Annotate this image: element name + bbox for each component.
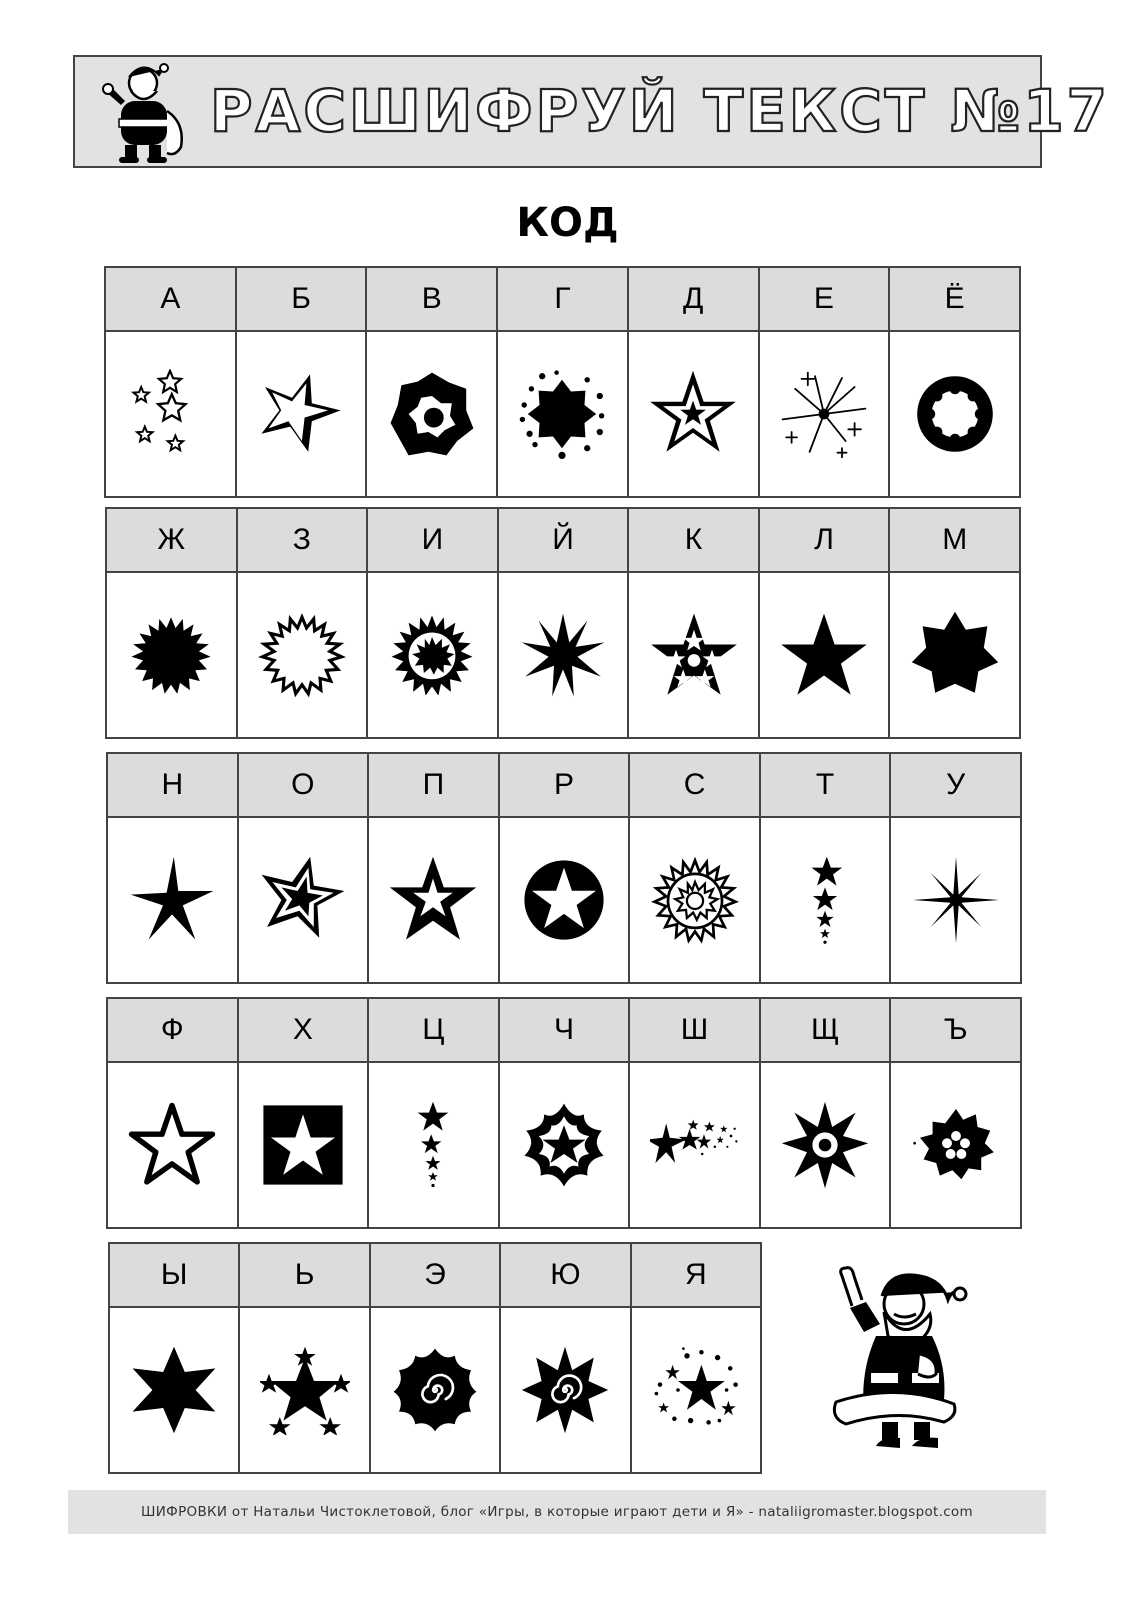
spiral-flower-icon [390,1345,480,1435]
santa-claus-icon [97,61,189,165]
letter-cell: Ь [239,1243,369,1307]
symbol-cell [237,572,368,738]
symbol-cell [238,817,369,983]
symbol-cell [236,331,367,497]
symbol-cell [107,817,238,983]
letter-cell: Ц [368,998,499,1062]
symbol-cell [370,1307,500,1473]
letter-cell: Д [628,267,759,331]
code-table-row-2 [105,507,1021,739]
star-with-dots-icon [649,610,739,700]
symbol-cell [628,572,759,738]
letter-cell: Л [759,508,890,572]
symbol-cell [890,1062,1021,1228]
symbol-cell [238,1062,369,1228]
spiral-star-icon [520,1345,610,1435]
gear-ring-icon [910,369,1000,459]
letter-cell: Е [759,267,890,331]
letter-cell: З [237,508,368,572]
symbol-cell [760,1062,891,1228]
letter-cell: Ъ [890,998,1021,1062]
letter-cell: К [628,508,759,572]
symbol-cell [366,331,497,497]
solid-star-icon [779,610,869,700]
letter-cell: Х [238,998,369,1062]
thin-star-icon [127,855,217,945]
symbol-cell [499,817,630,983]
tilted-double-star-icon [258,855,348,945]
symbol-cell [500,1307,630,1473]
symbol-cell [759,572,890,738]
letter-cell: П [368,753,499,817]
star-tipped-star-icon [260,1345,350,1435]
solid-sunburst-icon [126,610,216,700]
star-in-circle-icon [519,855,609,945]
symbol-cell [760,817,891,983]
letter-cell: Г [497,267,628,331]
page-title: РАСШИФРУЙ ТЕКСТ №17 [210,77,1111,145]
symbol-cell [629,1062,760,1228]
letter-cell: У [890,753,1021,817]
symbol-cell [628,331,759,497]
six-point-star-icon [129,1345,219,1435]
symbol-cell [368,1062,499,1228]
letter-cell: Н [107,753,238,817]
symbol-cell [239,1307,369,1473]
page-header [73,55,1111,168]
letter-cell: И [367,508,498,572]
code-table-row-5 [108,1242,762,1474]
ring-sunburst-icon [650,855,740,945]
ten-point-star-icon [518,610,608,700]
nested-star-icon [648,369,738,459]
code-table-row-3 [106,752,1022,984]
tilted-outline-star-icon [256,369,346,459]
flower-star-icon [519,1100,609,1190]
symbol-cell [629,817,760,983]
star-confetti-icon [651,1345,741,1435]
code-heading: КОД [516,200,619,246]
letter-cell: Ё [889,267,1020,331]
symbol-cell [109,1307,239,1473]
letter-cell: Т [760,753,891,817]
symbol-cell [499,1062,630,1228]
falling-stars-small-icon [388,1100,478,1190]
sparkle-burst-icon [779,369,869,459]
eight-ray-sparkle-icon [911,855,1001,945]
star-cluster-icon [125,369,215,459]
letter-cell: Ч [499,998,630,1062]
symbol-cell [631,1307,761,1473]
letter-cell: М [889,508,1020,572]
santa-claus-waving-icon [820,1262,970,1452]
outline-star-icon [127,1100,217,1190]
letter-cell: В [366,267,497,331]
octagram-dots-icon [517,369,607,459]
symbol-cell [890,817,1021,983]
letter-cell: Ж [106,508,237,572]
code-table-row-4 [106,997,1022,1229]
letter-cell: Щ [760,998,891,1062]
letter-cell: Э [370,1243,500,1307]
symbol-cell [759,331,890,497]
symbol-cell [498,572,629,738]
footer-credit: ШИФРОВКИ от Натальи Чистоклетовой, блог «Игры, в которые играют дети и Я» - nataliigromaster.blogspot.com [68,1490,1046,1534]
star-in-square-icon [258,1100,348,1190]
double-sunburst-icon [387,610,477,700]
shooting-stars-icon [650,1100,740,1190]
outline-sunburst-icon [257,610,347,700]
symbol-cell [107,1062,238,1228]
star-white-center-icon [388,855,478,945]
falling-stars-icon [780,855,870,945]
symbol-cell [367,572,498,738]
seven-point-star-icon [910,610,1000,700]
symbol-cell [889,572,1020,738]
letter-cell: Ы [109,1243,239,1307]
symbol-cell [889,331,1020,497]
eight-point-target-star-icon [780,1100,870,1190]
letter-cell: О [238,753,369,817]
symbol-cell [105,331,236,497]
letter-cell: С [629,753,760,817]
letter-cell: Ф [107,998,238,1062]
letter-cell: Б [236,267,367,331]
letter-cell: А [105,267,236,331]
letter-cell: Р [499,753,630,817]
code-table-row-1 [104,266,1021,498]
letter-cell: Ю [500,1243,630,1307]
letter-cell: Я [631,1243,761,1307]
letter-cell: Й [498,508,629,572]
symbol-cell [497,331,628,497]
heptagram-ring-icon [387,369,477,459]
letter-cell: Ш [629,998,760,1062]
flower-badge-icon [911,1100,1001,1190]
symbol-cell [368,817,499,983]
symbol-cell [106,572,237,738]
